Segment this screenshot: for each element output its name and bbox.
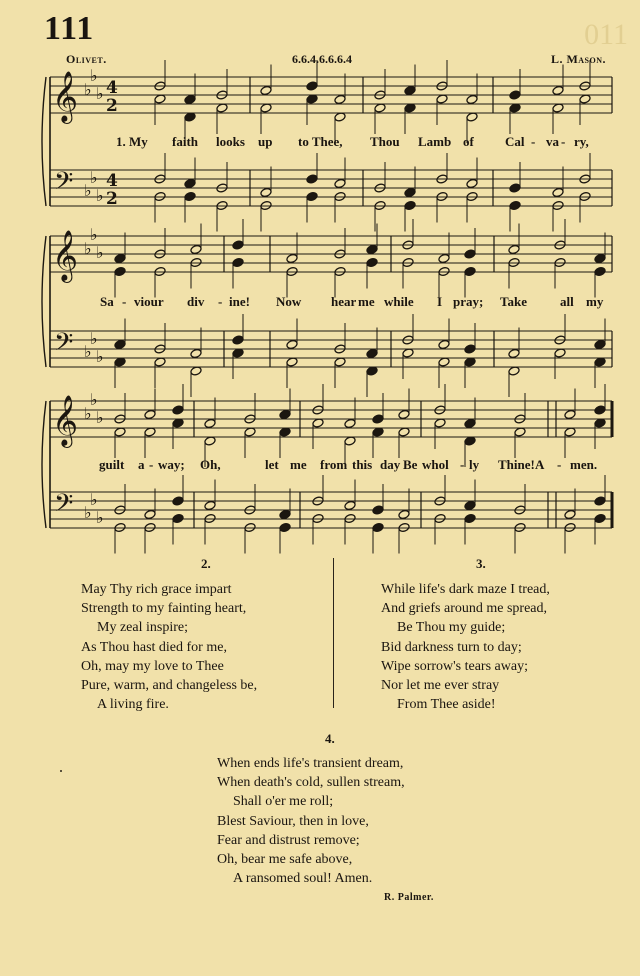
- verse-line: And griefs around me spread,: [381, 601, 548, 617]
- note-head: [204, 418, 216, 428]
- note-head: [114, 253, 126, 263]
- verse-line: Blest Saviour, then in love,: [217, 813, 369, 829]
- lyric-syllable: pray;: [453, 294, 484, 309]
- note-head: [144, 509, 156, 519]
- note-head: [372, 522, 384, 532]
- note-head: [464, 418, 476, 428]
- flat-icon: ♭: [96, 408, 104, 427]
- note-head: [372, 414, 384, 424]
- lyric-syllable: I: [437, 294, 443, 309]
- lyric-syllable: Thou: [370, 134, 400, 149]
- lyric-syllable: faith: [172, 134, 198, 149]
- lyric-syllable: men.: [570, 457, 598, 472]
- verse-number: 4.: [325, 731, 335, 746]
- note-head: [172, 513, 184, 523]
- hymn-number: 111: [44, 10, 95, 47]
- note-head: [594, 513, 606, 523]
- note-head: [398, 409, 410, 419]
- verse-line: A ransomed soul! Amen.: [233, 871, 373, 887]
- verse-line: Wipe sorrow's tears away;: [381, 658, 528, 674]
- note-head: [306, 191, 318, 201]
- note-head: [204, 500, 216, 510]
- bass-clef-icon: 𝄢: [54, 328, 74, 363]
- note-head: [306, 81, 318, 91]
- lyric-syllable: looks: [216, 134, 245, 149]
- note-head: [190, 348, 202, 358]
- brace: [42, 77, 46, 206]
- verse-line: May Thy rich grace impart: [81, 582, 232, 597]
- note-head: [172, 405, 184, 415]
- note-head: [508, 348, 520, 358]
- flat-icon: ♭: [84, 503, 92, 522]
- note-head: [286, 339, 298, 349]
- lyric-syllable: Sa: [100, 294, 114, 309]
- note-head: [564, 409, 576, 419]
- note-head: [594, 339, 606, 349]
- note-head: [184, 94, 196, 104]
- lyric-syllable: -: [531, 134, 536, 149]
- note-head: [334, 94, 346, 104]
- note-head: [144, 409, 156, 419]
- verse-line: When ends life's transient dream,: [217, 756, 404, 771]
- lyric-syllable: me: [290, 457, 307, 472]
- note-head: [190, 244, 202, 254]
- note-head: [260, 187, 272, 197]
- verse-line: When death's cold, sullen stream,: [217, 775, 405, 791]
- note-head: [398, 509, 410, 519]
- flat-icon: ♭: [96, 243, 104, 262]
- meter: 6.6.4.6.6.6.4: [292, 52, 352, 66]
- verse-line: Oh, may my love to Thee: [81, 658, 224, 674]
- verse-number: 2.: [201, 556, 211, 571]
- lyric-syllable: of: [463, 134, 474, 149]
- note-head: [466, 94, 478, 104]
- print-speck: [60, 770, 62, 772]
- lyric-syllable: -: [149, 457, 154, 472]
- note-head: [184, 191, 196, 201]
- lyric-syllable: A: [535, 457, 545, 472]
- note-head: [260, 85, 272, 95]
- stanza-verse-3: [381, 580, 550, 714]
- stanza-verse-4: [217, 754, 405, 888]
- time-signature: 2: [106, 96, 118, 116]
- note-head: [232, 240, 244, 250]
- note-head: [464, 249, 476, 259]
- note-head: [594, 405, 606, 415]
- lyric-syllable: div: [187, 294, 205, 309]
- lyric-syllable: my: [586, 294, 604, 309]
- lyric-syllable: from: [320, 457, 348, 472]
- lyric-syllable: -: [218, 294, 223, 309]
- lyric-syllable: a: [138, 457, 145, 472]
- note-head: [464, 500, 476, 510]
- time-signature: 2: [106, 189, 118, 209]
- note-head: [508, 244, 520, 254]
- lyric-syllable: whol: [422, 457, 449, 472]
- verse-line: Nor let me ever stray: [381, 678, 500, 694]
- brace: [42, 401, 46, 528]
- note-head: [366, 348, 378, 358]
- note-head: [184, 178, 196, 188]
- brace: [42, 236, 46, 367]
- flat-icon: ♭: [96, 186, 104, 205]
- lyric-syllable: while: [384, 294, 414, 309]
- column-divider: [333, 558, 334, 708]
- verse-line: Be Thou my guide;: [397, 620, 506, 636]
- flat-icon: ♭: [84, 342, 92, 361]
- lyric-syllable: all: [560, 294, 574, 309]
- lyric-syllable: Thine!: [498, 457, 535, 472]
- verse-line: A living fire.: [97, 697, 169, 713]
- note-head: [366, 244, 378, 254]
- lyric-syllable: Lamb: [418, 134, 452, 149]
- flat-icon: ♭: [96, 347, 104, 366]
- note-head: [464, 513, 476, 523]
- lyric-syllable: this: [352, 457, 373, 472]
- flat-icon: ♭: [84, 404, 92, 423]
- flat-icon: ♭: [96, 508, 104, 527]
- verse-line: Fear and distrust remove;: [217, 832, 360, 848]
- flat-icon: ♭: [90, 66, 98, 85]
- lyric-syllable: -: [557, 457, 562, 472]
- verse-line: Pure, warm, and changeless be,: [81, 678, 258, 694]
- time-signature: 4: [106, 78, 118, 98]
- note-head: [279, 409, 291, 419]
- author: R. Palmer.: [384, 892, 434, 903]
- note-head: [286, 253, 298, 263]
- lyric-syllable: ine!: [229, 294, 250, 309]
- lyric-syllable: -: [122, 294, 127, 309]
- lyric-syllable: ly: [469, 457, 480, 472]
- lyric-syllable: day: [380, 457, 401, 472]
- note-head: [404, 200, 416, 210]
- treble-clef-icon: 𝄞: [52, 395, 79, 446]
- note-head: [344, 418, 356, 428]
- note-head: [564, 509, 576, 519]
- note-head: [466, 178, 478, 188]
- note-head: [509, 200, 521, 210]
- note-head: [334, 178, 346, 188]
- note-head: [306, 174, 318, 184]
- lyric-syllable: Cal: [505, 134, 525, 149]
- note-head: [404, 187, 416, 197]
- note-head: [464, 344, 476, 354]
- lyric-syllable: to Thee,: [298, 134, 343, 149]
- flat-icon: ♭: [90, 168, 98, 187]
- lyric-syllable: Be: [403, 457, 418, 472]
- lyric-syllable: me: [358, 294, 375, 309]
- lyric-syllable: viour: [134, 294, 164, 309]
- treble-clef-icon: 𝄞: [52, 71, 79, 122]
- note-head: [366, 257, 378, 267]
- verse-number: 3.: [476, 556, 486, 571]
- note-head: [594, 266, 606, 276]
- tune-name: Olivet.: [66, 52, 107, 66]
- note-head: [509, 183, 521, 193]
- flat-icon: ♭: [90, 225, 98, 244]
- flat-icon: ♭: [84, 181, 92, 200]
- lyric-syllable: ry,: [574, 134, 589, 149]
- verse-line: Oh, bear me safe above,: [217, 852, 353, 868]
- note-head: [509, 90, 521, 100]
- note-head: [594, 496, 606, 506]
- bass-clef-icon: 𝄢: [54, 167, 74, 202]
- lyric-syllable: Take: [500, 294, 527, 309]
- lyric-syllable: let: [265, 457, 279, 472]
- note-head: [372, 505, 384, 515]
- note-head: [114, 339, 126, 349]
- lyric-syllable: 1. My: [116, 134, 148, 149]
- lyric-syllable: -: [561, 134, 566, 149]
- verse-line: Strength to my fainting heart,: [81, 601, 247, 617]
- note-head: [279, 522, 291, 532]
- stanza-verse-2: [81, 580, 257, 714]
- note-head: [594, 253, 606, 263]
- lyric-syllable: hear: [331, 294, 357, 309]
- treble-clef-icon: 𝄞: [52, 230, 79, 281]
- verse-line: My zeal inspire;: [97, 620, 188, 636]
- verse-line: Shall o'er me roll;: [233, 794, 334, 810]
- bass-clef-icon: 𝄢: [54, 489, 74, 524]
- verse-line: Bid darkness turn to day;: [381, 639, 522, 655]
- lyric-syllable: Now: [276, 294, 302, 309]
- bleed-through-number: 011: [584, 18, 628, 51]
- lyric-syllable: guilt: [99, 457, 125, 472]
- lyric-syllable: -: [460, 457, 465, 472]
- note-head: [438, 253, 450, 263]
- note-head: [464, 266, 476, 276]
- flat-icon: ♭: [90, 329, 98, 348]
- note-head: [172, 496, 184, 506]
- note-head: [232, 257, 244, 267]
- flat-icon: ♭: [96, 84, 104, 103]
- flat-icon: ♭: [90, 390, 98, 409]
- note-head: [404, 85, 416, 95]
- verse-line: While life's dark maze I tread,: [381, 582, 550, 597]
- note-head: [344, 500, 356, 510]
- note-head: [552, 85, 564, 95]
- lyric-syllable: up: [258, 134, 273, 149]
- verse-line: As Thou hast died for me,: [81, 639, 227, 655]
- note-head: [114, 266, 126, 276]
- flat-icon: ♭: [90, 490, 98, 509]
- lyric-syllable: va: [546, 134, 559, 149]
- time-signature: 4: [106, 171, 118, 191]
- composer: L. Mason.: [550, 52, 606, 66]
- lyric-syllable: way;: [158, 457, 185, 472]
- note-head: [552, 187, 564, 197]
- flat-icon: ♭: [84, 239, 92, 258]
- note-head: [232, 335, 244, 345]
- lyric-syllable: Oh,: [200, 457, 221, 472]
- verse-line: From Thee aside!: [397, 697, 496, 713]
- flat-icon: ♭: [84, 80, 92, 99]
- note-head: [279, 509, 291, 519]
- note-head: [438, 339, 450, 349]
